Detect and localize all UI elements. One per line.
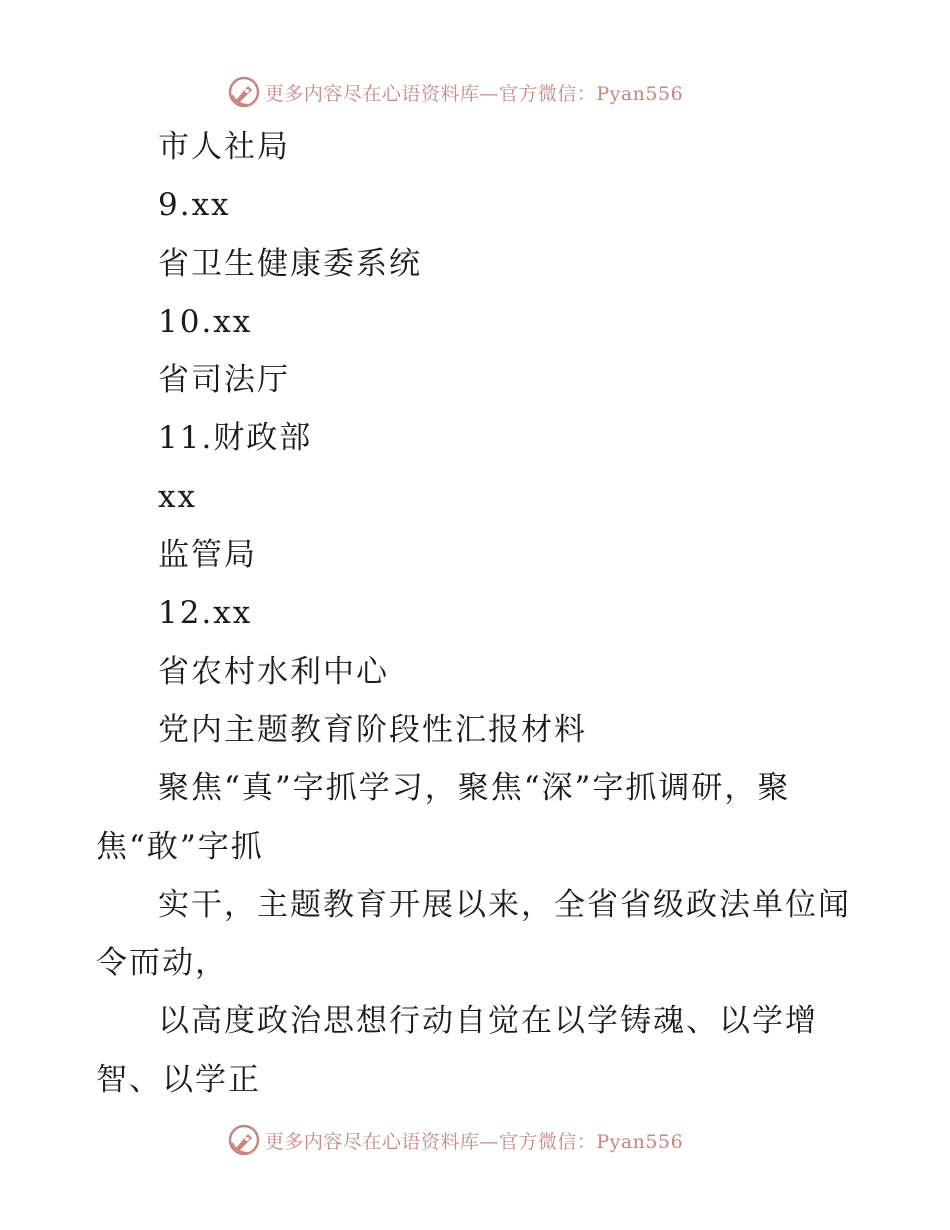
paragraph: 市人社局 — [158, 129, 290, 165]
paragraph: 10.xx — [158, 303, 253, 340]
paragraph: 省卫生健康委系统 — [158, 245, 422, 282]
pen-nib-logo-icon — [227, 75, 261, 109]
paragraph: 聚焦“真”字抓学习，聚焦“深”字抓调研，聚焦“敢”字抓 — [96, 770, 791, 865]
paragraph: 实干，主题教育开展以来，全省省级政法单位闻令而动， — [96, 886, 851, 982]
watermark-text: 更多内容尽在心语资料库—官方微信：Pyan556 — [264, 82, 684, 105]
header-watermark — [0, 72, 950, 112]
watermark-text: 更多内容尽在心语资料库—官方微信：Pyan556 — [264, 1130, 684, 1153]
paragraph: 12.xx — [158, 595, 253, 632]
paragraph: 监管局 — [158, 537, 257, 574]
paragraph: 党内主题教育阶段性汇报材料 — [158, 711, 587, 748]
paragraph: xx — [158, 478, 197, 515]
paragraph: 省农村水利中心 — [158, 653, 389, 690]
paragraph: 以高度政治思想行动自觉在以学铸魂、以学增智、以学正 — [96, 1003, 818, 1098]
footer-watermark — [0, 1120, 950, 1160]
paragraph: 9.xx — [158, 187, 231, 224]
document-body — [96, 118, 856, 1109]
paragraph: 11.财政部 — [158, 420, 313, 457]
paragraph: 省司法厅 — [158, 362, 290, 399]
pen-nib-logo-icon — [227, 1123, 261, 1157]
